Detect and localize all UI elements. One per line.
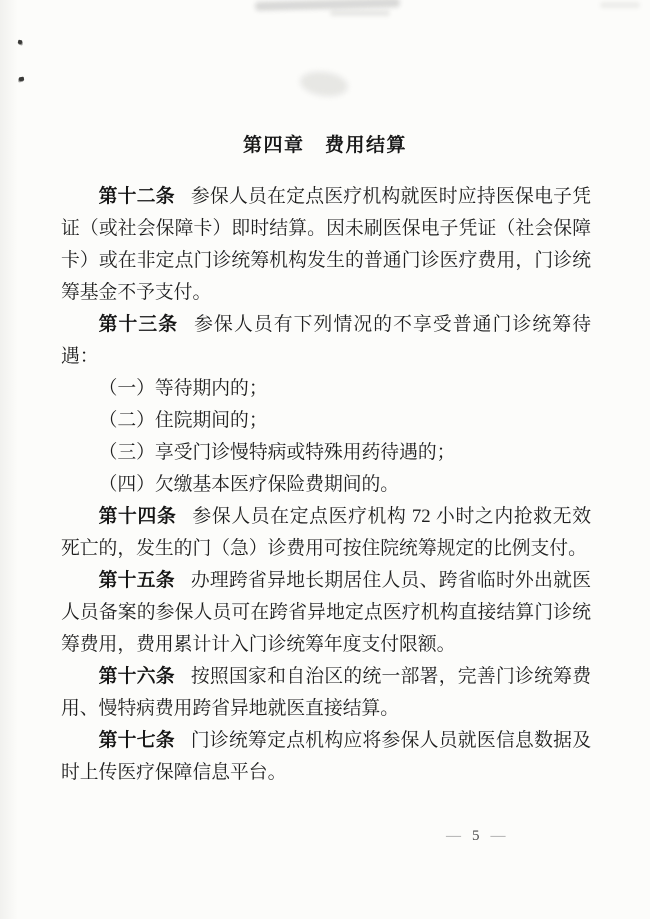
- article-number: 第十五条: [98, 570, 175, 591]
- article-text: 参保人员在定点医疗机构就医时应持医保电子凭证（或社会保障卡）即时结算。因未刷医保电子凭证（社会保障卡）或在非定点门诊统筹机构发生的普通门诊医疗费用，门诊统筹基金不予支付。: [61, 186, 592, 303]
- list-item: [61, 437, 591, 469]
- list-item-text: （二）住院期间的；: [98, 410, 268, 431]
- article-paragraph: [61, 565, 591, 661]
- scan-smudge: [600, 2, 640, 8]
- article-text: 按照国家和自治区的统一部署，完善门诊统筹费用、慢特病费用跨省异地就医直接结算。: [61, 666, 592, 719]
- scan-speck: [18, 40, 23, 45]
- footer-dash-right: —: [490, 828, 506, 844]
- article-paragraph: [61, 181, 591, 309]
- list-item-text: （四）欠缴基本医疗保险费期间的。: [98, 474, 400, 495]
- list-item: [61, 405, 591, 437]
- article-text: 参保人员在定点医疗机构 72 小时之内抢救无效死亡的，发生的门（急）诊费用可按住院统筹规定的比例支付。: [61, 506, 592, 559]
- article-text: 门诊统筹定点机构应将参保人员就医信息数据及时上传医疗保障信息平台。: [61, 730, 592, 783]
- scan-smudge: [299, 69, 350, 99]
- document-body: [61, 181, 591, 789]
- chapter-heading: 第四章 费用结算: [242, 135, 407, 156]
- page-footer: [446, 826, 506, 846]
- article-paragraph: [61, 501, 591, 565]
- list-item-text: （一）等待期内的；: [98, 378, 268, 399]
- list-item: [61, 373, 591, 405]
- article-number: 第十三条: [98, 314, 179, 335]
- scan-speck: [19, 77, 25, 82]
- scan-smudge: [255, 0, 400, 11]
- article-paragraph: [61, 725, 591, 789]
- article-text: 办理跨省异地长期居住人员、跨省临时外出就医人员备案的参保人员可在跨省异地定点医疗机构直接结算门诊统筹费用，费用累计计入门诊统筹年度支付限额。: [61, 570, 592, 655]
- article-number: 第十四条: [98, 506, 177, 527]
- article-number: 第十七条: [98, 730, 175, 751]
- article-number: 第十二条: [98, 186, 175, 207]
- article-number: 第十六条: [98, 666, 175, 687]
- list-item-text: （三）享受门诊慢特病或特殊用药待遇的；: [98, 442, 456, 463]
- footer-dash-left: —: [446, 828, 461, 844]
- page-number: 5: [472, 828, 480, 844]
- article-paragraph: [61, 309, 591, 373]
- article-paragraph: [61, 661, 591, 725]
- scan-smudge: [330, 10, 390, 16]
- article-text: 参保人员有下列情况的不享受普通门诊统筹待遇：: [61, 314, 592, 367]
- list-item: [61, 469, 591, 501]
